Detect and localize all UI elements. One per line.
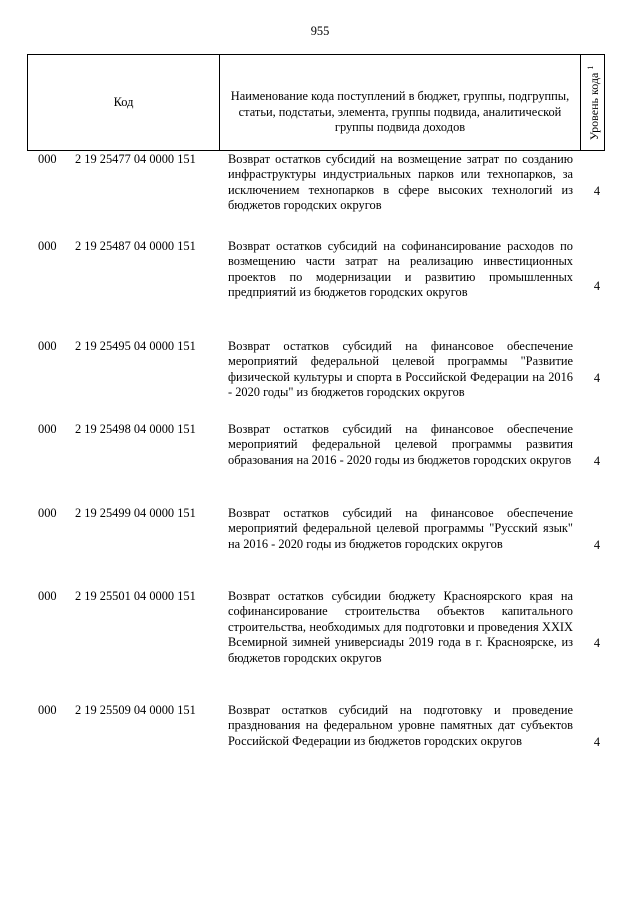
row-name: Возврат остатков субсидий на подготовку и проведение празднования на федеральном уровне памятных дат субъектов Российской Федерации из бюджетов городских округов	[228, 703, 573, 748]
row-name: Возврат остатков субсидий на финансовое обеспечение мероприятий федеральной целевой программы "Развитие физической культуры и спорта в Российской Федерации на 2016 - 2020 годы" из бюджетов городских округов	[228, 339, 573, 400]
row-admin-code: 000	[38, 152, 57, 166]
header-level-footnote: 1	[585, 65, 595, 70]
row-admin-code: 000	[38, 703, 57, 717]
row-admin-code: 000	[38, 589, 57, 603]
header-level-rotated	[586, 65, 602, 140]
row-name: Возврат остатков субсидий на возмещение затрат по созданию инфраструктуры индустриальных парков или технопарков, за исключением технопарков в сфере высоких технологий из бюджетов городских округов	[228, 152, 573, 213]
row-admin-code: 000	[38, 239, 57, 253]
row-level: 4	[593, 538, 601, 552]
row-admin-code: 000	[38, 422, 57, 436]
row-name: Возврат остатков субсидий на финансовое обеспечение мероприятий федеральной целевой программы "Русский язык" на 2016 - 2020 годы из бюджетов городских округов	[228, 506, 573, 551]
row-budget-code: 2 19 25477 04 0000 151	[75, 152, 196, 166]
row-budget-code: 2 19 25495 04 0000 151	[75, 339, 196, 353]
row-budget-code: 2 19 25509 04 0000 151	[75, 703, 196, 717]
row-level: 4	[593, 371, 601, 385]
header-code-cell	[28, 55, 220, 150]
row-level: 4	[593, 184, 601, 198]
row-budget-code: 2 19 25487 04 0000 151	[75, 239, 196, 253]
row-level: 4	[593, 636, 601, 650]
header-code-label: Код	[113, 95, 134, 109]
row-name: Возврат остатков субсидии бюджету Красноярского края на софинансирование строительства объектов капитального строительства, необходимых для подготовки и проведения XXIX Всемирной зимней универсиады 2019 года в г. Красноярске, из бюджетов городских округов	[228, 589, 573, 665]
row-name: Возврат остатков субсидий на софинансирование расходов по возмещению части затрат на реализацию инвестиционных проектов по модернизации и развитию промышленных предприятий из бюджетов городских округов	[228, 239, 573, 300]
row-name: Возврат остатков субсидий на финансовое обеспечение мероприятий федеральной целевой программы развития образования на 2016 - 2020 годы из бюджетов городских округов	[228, 422, 573, 467]
row-admin-code: 000	[38, 339, 57, 353]
row-admin-code: 000	[38, 506, 57, 520]
header-name-label: Наименование кода поступлений в бюджет, группы, подгруппы, статьи, подстатьи, элемента, группы подвида, аналитической группы подвида доходов	[230, 89, 570, 135]
row-budget-code: 2 19 25501 04 0000 151	[75, 589, 196, 603]
page-number: 955	[310, 24, 330, 38]
header-level-cell	[581, 55, 606, 150]
table-header	[27, 54, 605, 151]
row-level: 4	[593, 454, 601, 468]
header-level-label: Уровень кода	[586, 72, 601, 140]
header-name-cell	[220, 55, 581, 150]
row-budget-code: 2 19 25499 04 0000 151	[75, 506, 196, 520]
row-level: 4	[593, 735, 601, 749]
row-budget-code: 2 19 25498 04 0000 151	[75, 422, 196, 436]
row-level: 4	[593, 279, 601, 293]
